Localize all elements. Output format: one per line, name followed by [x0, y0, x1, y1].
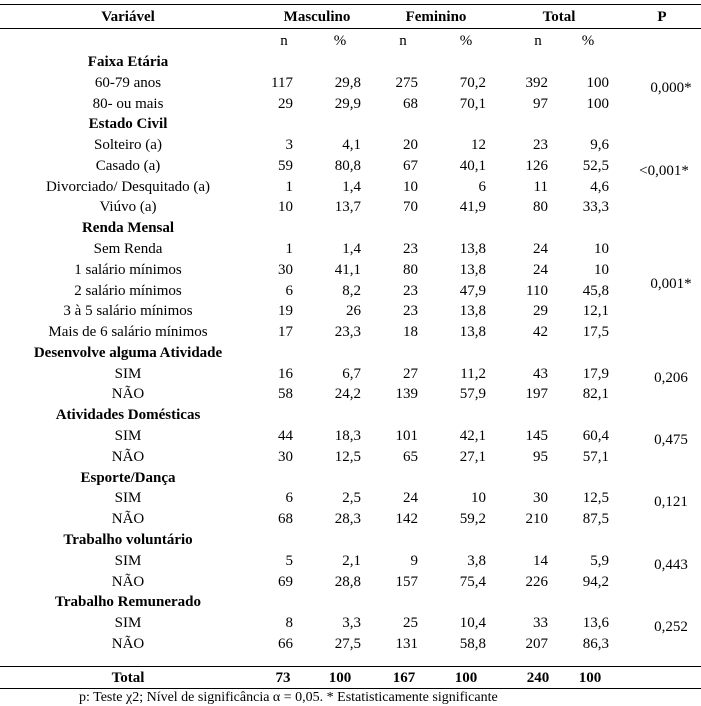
row-label: 3 à 5 salário mínimos — [63, 303, 193, 320]
table-cell: 57,1 — [582, 448, 609, 465]
table-cell: 13,7 — [334, 199, 361, 216]
row-label: NÃO — [111, 635, 145, 652]
subheader-masc-pct: % — [333, 33, 347, 49]
table-cell: 12 — [471, 137, 486, 154]
table-cell: 18 — [403, 324, 418, 341]
table-cell: 1,4 — [342, 178, 361, 195]
table-cell: 42 — [533, 324, 548, 341]
table-cell: 18,3 — [334, 428, 361, 445]
table-cell: 87,5 — [582, 511, 609, 528]
section-heading: Faixa Etária — [87, 54, 169, 70]
row-label: NÃO — [111, 386, 145, 403]
table-cell: 100 — [586, 74, 609, 91]
row-label: 1 salário mínimos — [74, 261, 182, 278]
table-cell: 1 — [285, 178, 293, 195]
table-cell: 29,9 — [334, 95, 361, 112]
table-cell: 82,1 — [582, 386, 609, 403]
table-cell: 12,1 — [582, 303, 609, 320]
table-cell: 6,7 — [342, 365, 361, 382]
table-cell: 13,8 — [459, 261, 486, 278]
table-cell: 142 — [395, 511, 418, 528]
header-variavel: Variável — [101, 9, 155, 25]
table-cell: 29 — [533, 303, 548, 320]
table-cell: 4,6 — [590, 178, 609, 195]
table-cell: 10 — [594, 241, 609, 258]
table-cell: 19 — [278, 303, 293, 320]
table-cell: 28,8 — [334, 573, 361, 590]
row-label: NÃO — [111, 511, 145, 528]
table-cell: 226 — [525, 573, 548, 590]
table-cell: 207 — [525, 635, 548, 652]
table-cell: 95 — [533, 448, 548, 465]
table-cell: 5 — [285, 552, 293, 569]
table-cell: 30 — [278, 261, 293, 278]
table-cell: 86,3 — [582, 635, 609, 652]
table-cell: 12,5 — [582, 490, 609, 507]
table-cell: 24 — [533, 261, 548, 278]
table-cell: 29,8 — [334, 74, 361, 91]
row-label: Divorciado/ Desquitado (a) — [45, 178, 211, 195]
table-cell: 59 — [278, 157, 293, 174]
table-cell: 58,8 — [459, 635, 486, 652]
p-value: 0,252 — [654, 619, 688, 635]
subheader-fem-pct: % — [459, 33, 473, 49]
section-heading: Trabalho voluntário — [63, 531, 193, 548]
table-top-rule — [0, 4, 701, 5]
table-cell: 157 — [395, 573, 418, 590]
table-cell: 210 — [525, 511, 548, 528]
table-cell: 97 — [533, 95, 548, 112]
table-cell: 3 — [285, 137, 293, 154]
table-cell: 27,1 — [459, 448, 486, 465]
header-bottom-rule — [0, 28, 701, 29]
table-cell: 23 — [403, 282, 418, 299]
table-cell: 10 — [278, 199, 293, 216]
p-value: 0,475 — [654, 432, 688, 448]
p-value: 0,121 — [654, 494, 688, 510]
table-cell: 80,8 — [334, 157, 361, 174]
table-cell: 43 — [533, 365, 548, 382]
table-cell: 392 — [525, 74, 548, 91]
table-cell: 197 — [525, 386, 548, 403]
table-cell: 17 — [278, 324, 293, 341]
table-cell: 65 — [403, 448, 418, 465]
header-feminino: Feminino — [405, 9, 467, 25]
row-label: SIM — [114, 552, 142, 569]
p-value: <0,001* — [639, 163, 689, 179]
subheader-total-n: n — [534, 33, 542, 49]
row-label: SIM — [114, 365, 142, 382]
row-label: Solteiro (a) — [94, 137, 162, 154]
row-label: Mais de 6 salário mínimos — [48, 324, 208, 341]
table-cell: 94,2 — [582, 573, 609, 590]
row-label: 80- ou mais — [92, 95, 164, 112]
table-cell: 9,6 — [590, 137, 609, 154]
table-cell: 80 — [533, 199, 548, 216]
table-cell: 126 — [525, 157, 548, 174]
table-cell: 8 — [285, 615, 293, 632]
table-cell: 13,8 — [459, 303, 486, 320]
table-cell: 17,9 — [582, 365, 609, 382]
row-label: SIM — [114, 428, 142, 445]
section-heading: Estado Civil — [88, 116, 168, 133]
table-cell: 42,1 — [459, 428, 486, 445]
subheader-fem-n: n — [399, 33, 407, 49]
table-cell: 58 — [278, 386, 293, 403]
table-cell: 24 — [533, 241, 548, 258]
section-heading: Trabalho Remunerado — [55, 594, 201, 611]
table-cell: 69 — [278, 573, 293, 590]
p-value: 0,001* — [650, 276, 692, 292]
table-cell: 1 — [285, 241, 293, 258]
table-cell: 80 — [403, 261, 418, 278]
table-cell: 6 — [285, 490, 293, 507]
table-cell: 23 — [403, 303, 418, 320]
table-cell: 66 — [278, 635, 293, 652]
table-cell: 25 — [403, 615, 418, 632]
table-cell: 20 — [403, 137, 418, 154]
table-cell: 44 — [278, 428, 293, 445]
table-cell: 33,3 — [582, 199, 609, 216]
total-fem-pct: 100 — [454, 670, 478, 686]
table-cell: 10 — [471, 490, 486, 507]
table-cell: 4,1 — [342, 137, 361, 154]
row-label: SIM — [114, 490, 142, 507]
table-cell: 117 — [271, 74, 293, 91]
table-cell: 101 — [395, 428, 418, 445]
p-value: 0,206 — [654, 370, 688, 386]
table-cell: 14 — [533, 552, 548, 569]
total-fem-n: 167 — [392, 670, 416, 686]
table-bottom-rule — [0, 688, 701, 689]
table-cell: 75,4 — [459, 573, 486, 590]
table-cell: 8,2 — [342, 282, 361, 299]
table-cell: 70 — [403, 199, 418, 216]
table-cell: 1,4 — [342, 241, 361, 258]
table-cell: 40,1 — [459, 157, 486, 174]
section-heading: Renda Mensal — [81, 220, 175, 237]
table-cell: 3,3 — [342, 615, 361, 632]
table-cell: 70,1 — [459, 95, 486, 112]
table-cell: 17,5 — [582, 324, 609, 341]
table-cell: 26 — [346, 303, 361, 320]
table-cell: 52,5 — [582, 157, 609, 174]
table-cell: 57,9 — [459, 386, 486, 403]
header-p: P — [657, 9, 667, 25]
table-cell: 131 — [395, 635, 418, 652]
table-cell: 275 — [395, 74, 418, 91]
table-cell: 41,9 — [459, 199, 486, 216]
p-value: 0,000* — [650, 80, 692, 96]
table-cell: 23 — [403, 241, 418, 258]
total-total-pct: 100 — [578, 670, 602, 686]
table-cell: 10,4 — [459, 615, 486, 632]
table-cell: 33 — [533, 615, 548, 632]
section-heading: Esporte/Dança — [80, 469, 176, 486]
table-cell: 70,2 — [459, 74, 486, 91]
table-cell: 6 — [285, 282, 293, 299]
table-cell: 2,5 — [342, 490, 361, 507]
table-cell: 23 — [533, 137, 548, 154]
header-masculino: Masculino — [283, 9, 351, 25]
subheader-masc-n: n — [280, 33, 288, 49]
table-cell: 68 — [278, 511, 293, 528]
p-value: 0,443 — [654, 557, 688, 573]
table-cell: 41,1 — [334, 261, 361, 278]
row-label: Casado (a) — [95, 157, 161, 174]
header-total: Total — [542, 9, 576, 25]
table-cell: 60,4 — [582, 428, 609, 445]
total-masc-n: 73 — [275, 670, 291, 686]
table-cell: 100 — [586, 95, 609, 112]
row-label: SIM — [114, 615, 142, 632]
table-cell: 5,9 — [590, 552, 609, 569]
section-heading: Atividades Domésticas — [55, 407, 201, 424]
table-cell: 28,3 — [334, 511, 361, 528]
table-cell: 16 — [278, 365, 293, 382]
table-cell: 145 — [525, 428, 548, 445]
row-label: NÃO — [111, 573, 145, 590]
table-cell: 45,8 — [582, 282, 609, 299]
table-cell: 9 — [410, 552, 418, 569]
row-label: Viúvo (a) — [99, 199, 157, 216]
table-cell: 29 — [278, 95, 293, 112]
table-cell: 24,2 — [334, 386, 361, 403]
table-cell: 47,9 — [459, 282, 486, 299]
table-cell: 11,2 — [460, 365, 486, 382]
table-cell: 13,6 — [582, 615, 609, 632]
row-label: NÃO — [111, 448, 145, 465]
table-cell: 59,2 — [459, 511, 486, 528]
table-cell: 13,8 — [459, 241, 486, 258]
table-cell: 27,5 — [334, 635, 361, 652]
table-cell: 27 — [403, 365, 418, 382]
row-label: 2 salário mínimos — [74, 282, 182, 299]
row-label: 60-79 anos — [94, 74, 162, 91]
table-cell: 30 — [533, 490, 548, 507]
section-heading: Desenvolve alguma Atividade — [33, 344, 223, 361]
table-cell: 68 — [403, 95, 418, 112]
table-cell: 110 — [526, 282, 548, 299]
table-cell: 10 — [594, 261, 609, 278]
subheader-total-pct: % — [581, 33, 595, 49]
table-cell: 11 — [533, 178, 548, 195]
row-label: Sem Renda — [93, 241, 163, 258]
table-cell: 67 — [403, 157, 418, 174]
table-cell: 12,5 — [334, 448, 361, 465]
table-cell: 6 — [478, 178, 486, 195]
total-label: Total — [111, 670, 145, 686]
table-cell: 24 — [403, 490, 418, 507]
total-masc-pct: 100 — [328, 670, 352, 686]
table-cell: 13,8 — [459, 324, 486, 341]
table-cell: 139 — [395, 386, 418, 403]
table-cell: 23,3 — [334, 324, 361, 341]
table-cell: 3,8 — [467, 552, 486, 569]
total-total-n: 240 — [526, 670, 550, 686]
table-footnote: p: Teste χ2; Nível de significância α = 0,05. * Estatisticamente significante — [79, 690, 498, 705]
table-cell: 30 — [278, 448, 293, 465]
total-top-rule — [0, 666, 701, 667]
table-cell: 10 — [403, 178, 418, 195]
table-cell: 2,1 — [342, 552, 361, 569]
